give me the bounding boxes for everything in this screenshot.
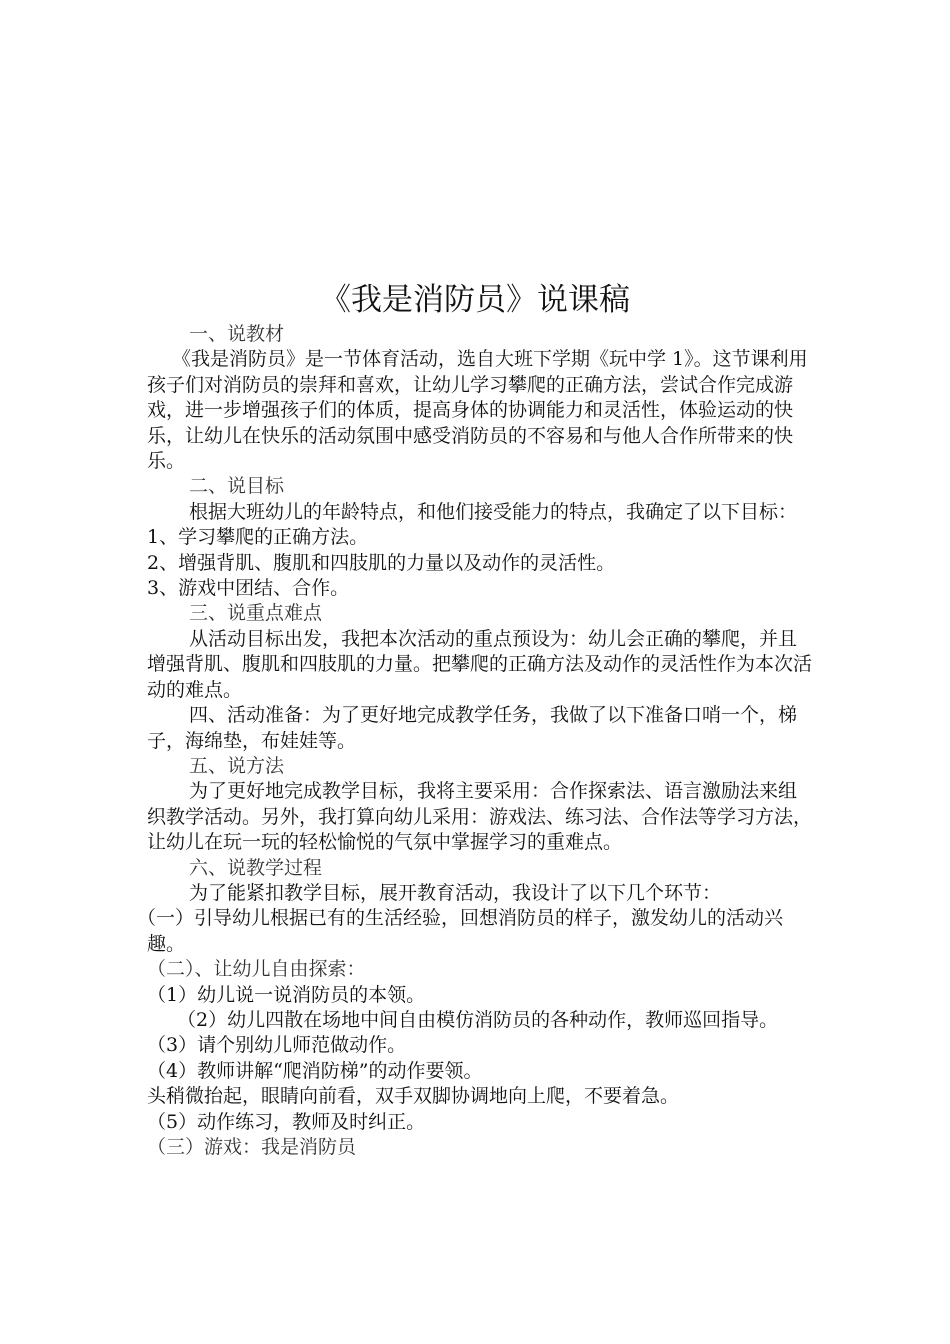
document-title: 《我是消防员》说课稿 xyxy=(320,282,630,318)
section-paragraph-3: 从活动目标出发，我把本次活动的重点预设为：幼儿会正确的攀爬，并且增强背肌、腹肌和四肢肌的力量。把攀爬的正确方法及动作的灵活性作为本次活动的难点。 xyxy=(147,627,813,701)
action-tip: 头稍微抬起，眼睛向前看，双手双脚协调地向上爬，不要着急。 xyxy=(147,1085,680,1108)
sub-step-2: （2）幼儿四散在场地中间自由模仿消防员的各种动作，教师巡回指导。 xyxy=(177,1008,779,1031)
process-step-1: （一）引导幼儿根据已有的生活经验，回想消防员的样子，激发幼儿的活动兴趣。 xyxy=(137,907,784,955)
section-heading-2: 二、说目标 xyxy=(189,475,285,498)
section-paragraph-2: 根据大班幼儿的年龄特点，和他们接受能力的特点，我确定了以下目标： xyxy=(189,500,798,523)
goal-item-3: 3、游戏中团结、合作。 xyxy=(147,577,350,600)
sub-step-3: （3）请个别幼儿师范做动作。 xyxy=(147,1034,407,1057)
section-heading-6: 六、说教学过程 xyxy=(189,856,323,879)
process-step-3: （三）游戏：我是消防员 xyxy=(147,1136,357,1158)
process-step-2: （二）、让幼儿自由探索： xyxy=(147,958,366,981)
goal-item-1: 1、学习攀爬的正确方法。 xyxy=(147,526,369,549)
section-paragraph-1: 《我是消防员》是一节体育活动，选自大班下学期《玩中学 1》。这节课利用孩子们对消防员的崇拜和喜欢，让幼儿学习攀爬的正确方法，尝试合作完成游戏，进一步增强孩子们的体质，提高身体的协调能力和灵活性，体验运动的快乐，让幼儿在快乐的活动氛围中感受消防员的不容易和与他人合作所带来的快乐。 xyxy=(147,348,808,473)
goal-item-2: 2、增强背肌、腹肌和四肢肌的力量以及动作的灵活性。 xyxy=(147,551,616,574)
section-heading-3: 三、说重点难点 xyxy=(189,602,323,625)
section-paragraph-4: 四、活动准备：为了更好地完成教学任务，我做了以下准备口哨一个，梯子，海绵垫，布娃娃等。 xyxy=(147,704,798,752)
sub-step-5: （5）动作练习，教师及时纠正。 xyxy=(147,1110,426,1133)
section-paragraph-6: 为了能紧扣教学目标，展开教育活动，我设计了以下几个环节： xyxy=(189,881,722,904)
section-heading-1: 一、说教材 xyxy=(189,323,285,345)
sub-step-1: （1）幼儿说一说消防员的本领。 xyxy=(147,983,426,1006)
section-paragraph-5: 为了更好地完成教学目标，我将主要采用：合作探索法、语言激励法来组织教学活动。另外，我打算向幼儿采用：游戏法、练习法、合作法等学习方法，让幼儿在玩一玩的轻松愉悦的气氛中掌握学习的重难点。 xyxy=(147,780,813,854)
section-heading-5: 五、说方法 xyxy=(189,754,285,777)
document-body xyxy=(137,322,813,1160)
sub-step-4: （4）教师讲解“爬消防梯”的动作要领。 xyxy=(147,1059,483,1082)
